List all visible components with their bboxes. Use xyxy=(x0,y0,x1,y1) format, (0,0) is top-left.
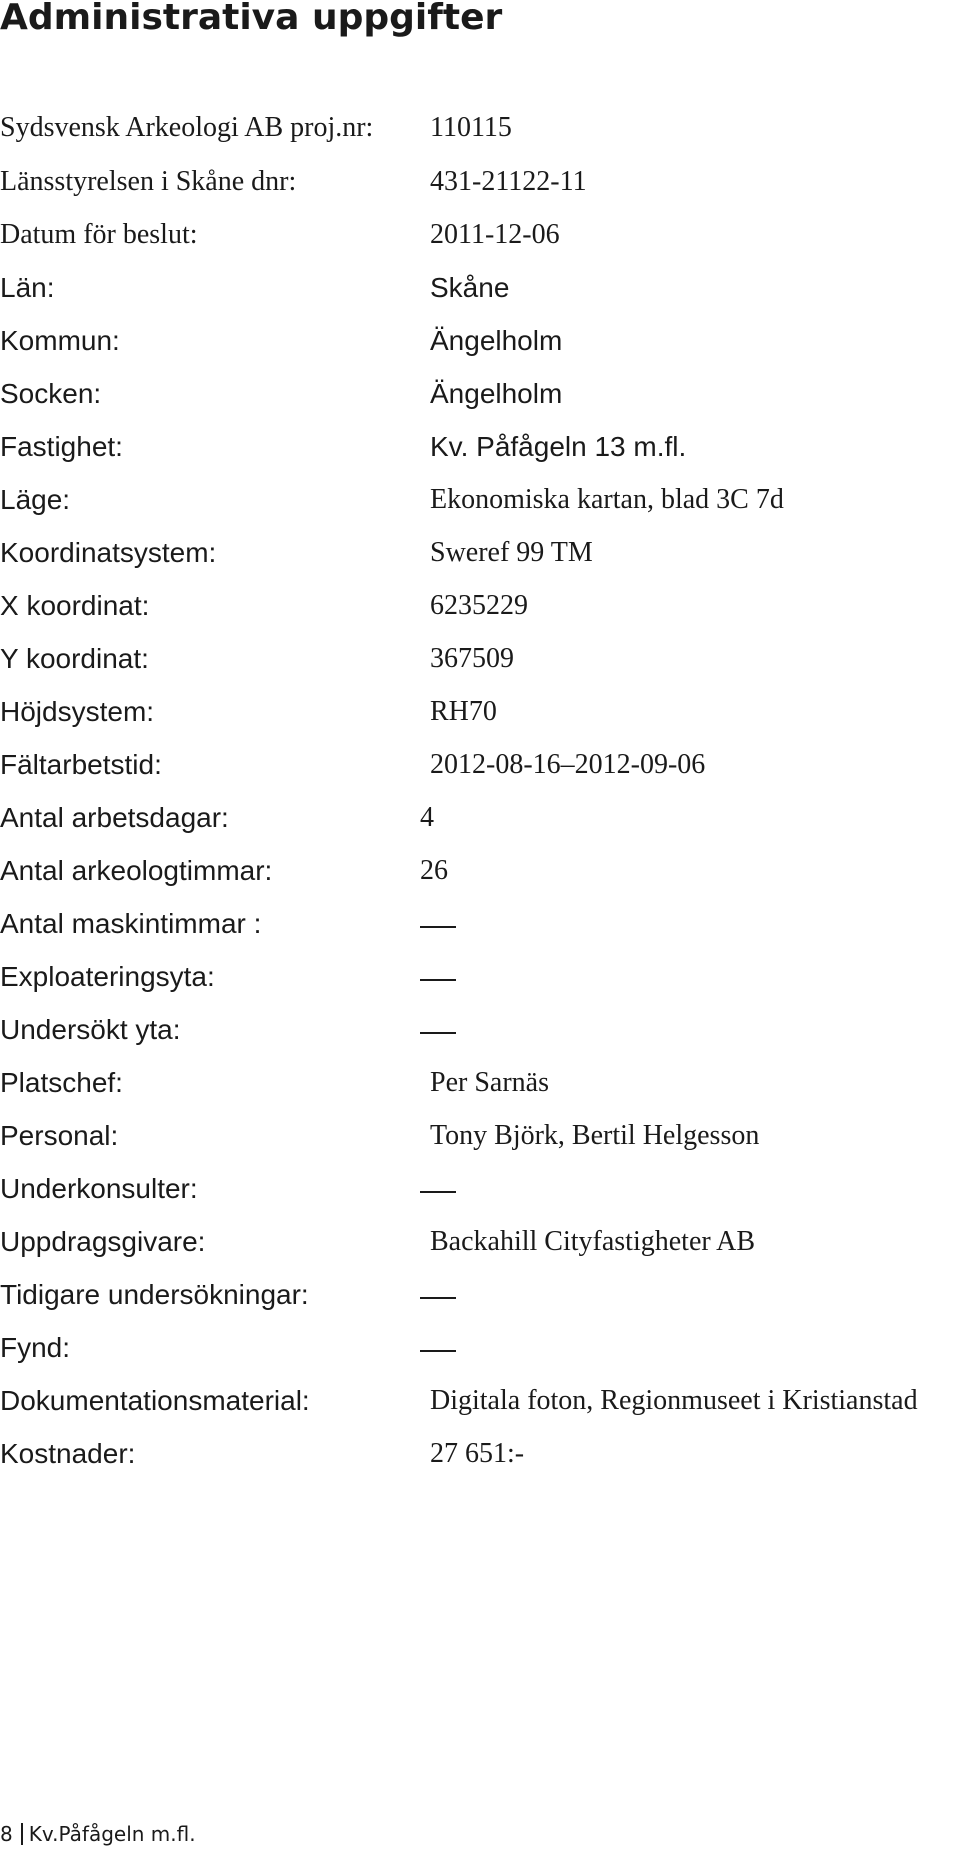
info-row-fynd xyxy=(0,1328,960,1368)
info-row-antal-arkeologtimmar xyxy=(0,851,960,891)
info-row-lan xyxy=(0,268,960,308)
row-label: Undersökt yta: xyxy=(0,1014,181,1045)
row-value: Tony Björk, Bertil Helgesson xyxy=(430,1120,760,1151)
info-row-hojdsystem xyxy=(0,692,960,732)
row-label: Datum för beslut: xyxy=(0,219,198,250)
row-label: Koordinatsystem: xyxy=(0,537,217,568)
row-value: 110115 xyxy=(430,112,512,143)
row-label: Läge: xyxy=(0,484,71,515)
row-label: Exploateringsyta: xyxy=(0,961,215,992)
info-row-fastighet xyxy=(0,427,960,467)
row-label: Höjdsystem: xyxy=(0,696,155,727)
row-label: Fynd: xyxy=(0,1332,71,1363)
info-row-antal-maskintimmar xyxy=(0,904,960,944)
row-label: Länsstyrelsen i Skåne dnr: xyxy=(0,166,297,197)
row-value: Sweref 99 TM xyxy=(430,537,593,568)
info-row-kommun xyxy=(0,321,960,361)
row-label: Dokumentationsmaterial: xyxy=(0,1385,310,1416)
info-row-undersokt-yta xyxy=(0,1010,960,1050)
row-value: 4 xyxy=(420,802,434,833)
page-title: Administrativa uppgifter xyxy=(0,0,503,38)
info-row-koordinatsystem xyxy=(0,533,960,573)
row-label: Personal: xyxy=(0,1120,119,1151)
empty-value-dash xyxy=(420,1297,456,1299)
row-label: Kostnader: xyxy=(0,1438,136,1469)
row-value: 2011-12-06 xyxy=(430,219,560,250)
empty-value-dash xyxy=(420,926,456,928)
row-label: Sydsvensk Arkeologi AB proj.nr: xyxy=(0,112,374,143)
row-label: Fältarbetstid: xyxy=(0,749,162,780)
row-label: Antal arkeologtimmar: xyxy=(0,855,273,886)
row-value: 2012-08-16–2012-09-06 xyxy=(430,749,706,780)
info-row-y-koordinat xyxy=(0,639,960,679)
info-row-uppdragsgivare xyxy=(0,1222,960,1262)
info-row-platschef xyxy=(0,1063,960,1103)
info-row-underkonsulter xyxy=(0,1169,960,1209)
info-row-tidigare-undersokningar xyxy=(0,1275,960,1315)
row-label: Platschef: xyxy=(0,1067,123,1098)
empty-value-dash xyxy=(420,1032,456,1034)
row-label: Län: xyxy=(0,272,55,303)
empty-value-dash xyxy=(420,1191,456,1193)
row-label: Underkonsulter: xyxy=(0,1173,198,1204)
empty-value-dash xyxy=(420,1350,456,1352)
info-row-kostnader xyxy=(0,1434,960,1474)
row-label: Kommun: xyxy=(0,325,120,356)
row-value: Per Sarnäs xyxy=(430,1067,549,1098)
page-number: 8 xyxy=(0,1822,13,1846)
info-row-personal xyxy=(0,1116,960,1156)
empty-value-dash xyxy=(420,979,456,981)
info-row-antal-arbetsdagar xyxy=(0,798,960,838)
row-value: Kv. Påfågeln 13 m.fl. xyxy=(430,431,687,462)
info-row-socken xyxy=(0,374,960,414)
row-label: Socken: xyxy=(0,378,102,409)
info-row-faltarbetstid xyxy=(0,745,960,785)
row-value: 26 xyxy=(420,855,448,886)
row-value: 27 651:- xyxy=(430,1438,525,1469)
row-label: Fastighet: xyxy=(0,431,123,462)
row-value: Ekonomiska kartan, blad 3C 7d xyxy=(430,484,784,515)
row-label: Antal arbetsdagar: xyxy=(0,802,229,833)
info-row-dokumentationsmaterial xyxy=(0,1381,960,1421)
row-label: Uppdragsgivare: xyxy=(0,1226,206,1257)
info-row-x-koordinat xyxy=(0,586,960,626)
info-row-lansstyrelsen-dnr xyxy=(0,162,960,202)
row-value: 367509 xyxy=(430,643,514,674)
page-footer xyxy=(0,1820,196,1848)
info-row-exploateringsyta xyxy=(0,957,960,997)
row-value: Backahill Cityfastigheter AB xyxy=(430,1226,756,1257)
footer-separator xyxy=(21,1823,23,1845)
row-label: Tidigare undersökningar: xyxy=(0,1279,309,1310)
row-label: X koordinat: xyxy=(0,590,150,621)
running-title: Kv.Påfågeln m.fl. xyxy=(28,1822,196,1846)
row-value: Skåne xyxy=(430,272,510,303)
row-label: Antal maskintimmar : xyxy=(0,908,262,939)
row-value: Digitala foton, Regionmuseet i Kristianstad xyxy=(430,1385,918,1416)
row-value: RH70 xyxy=(430,696,497,727)
info-row-datum-for-beslut xyxy=(0,215,960,255)
info-row-lage xyxy=(0,480,960,520)
info-row-projektnummer xyxy=(0,108,960,148)
row-value: 431-21122-11 xyxy=(430,166,587,197)
row-value: 6235229 xyxy=(430,590,528,621)
row-label: Y koordinat: xyxy=(0,643,149,674)
row-value: Ängelholm xyxy=(430,325,563,356)
row-value: Ängelholm xyxy=(430,378,563,409)
